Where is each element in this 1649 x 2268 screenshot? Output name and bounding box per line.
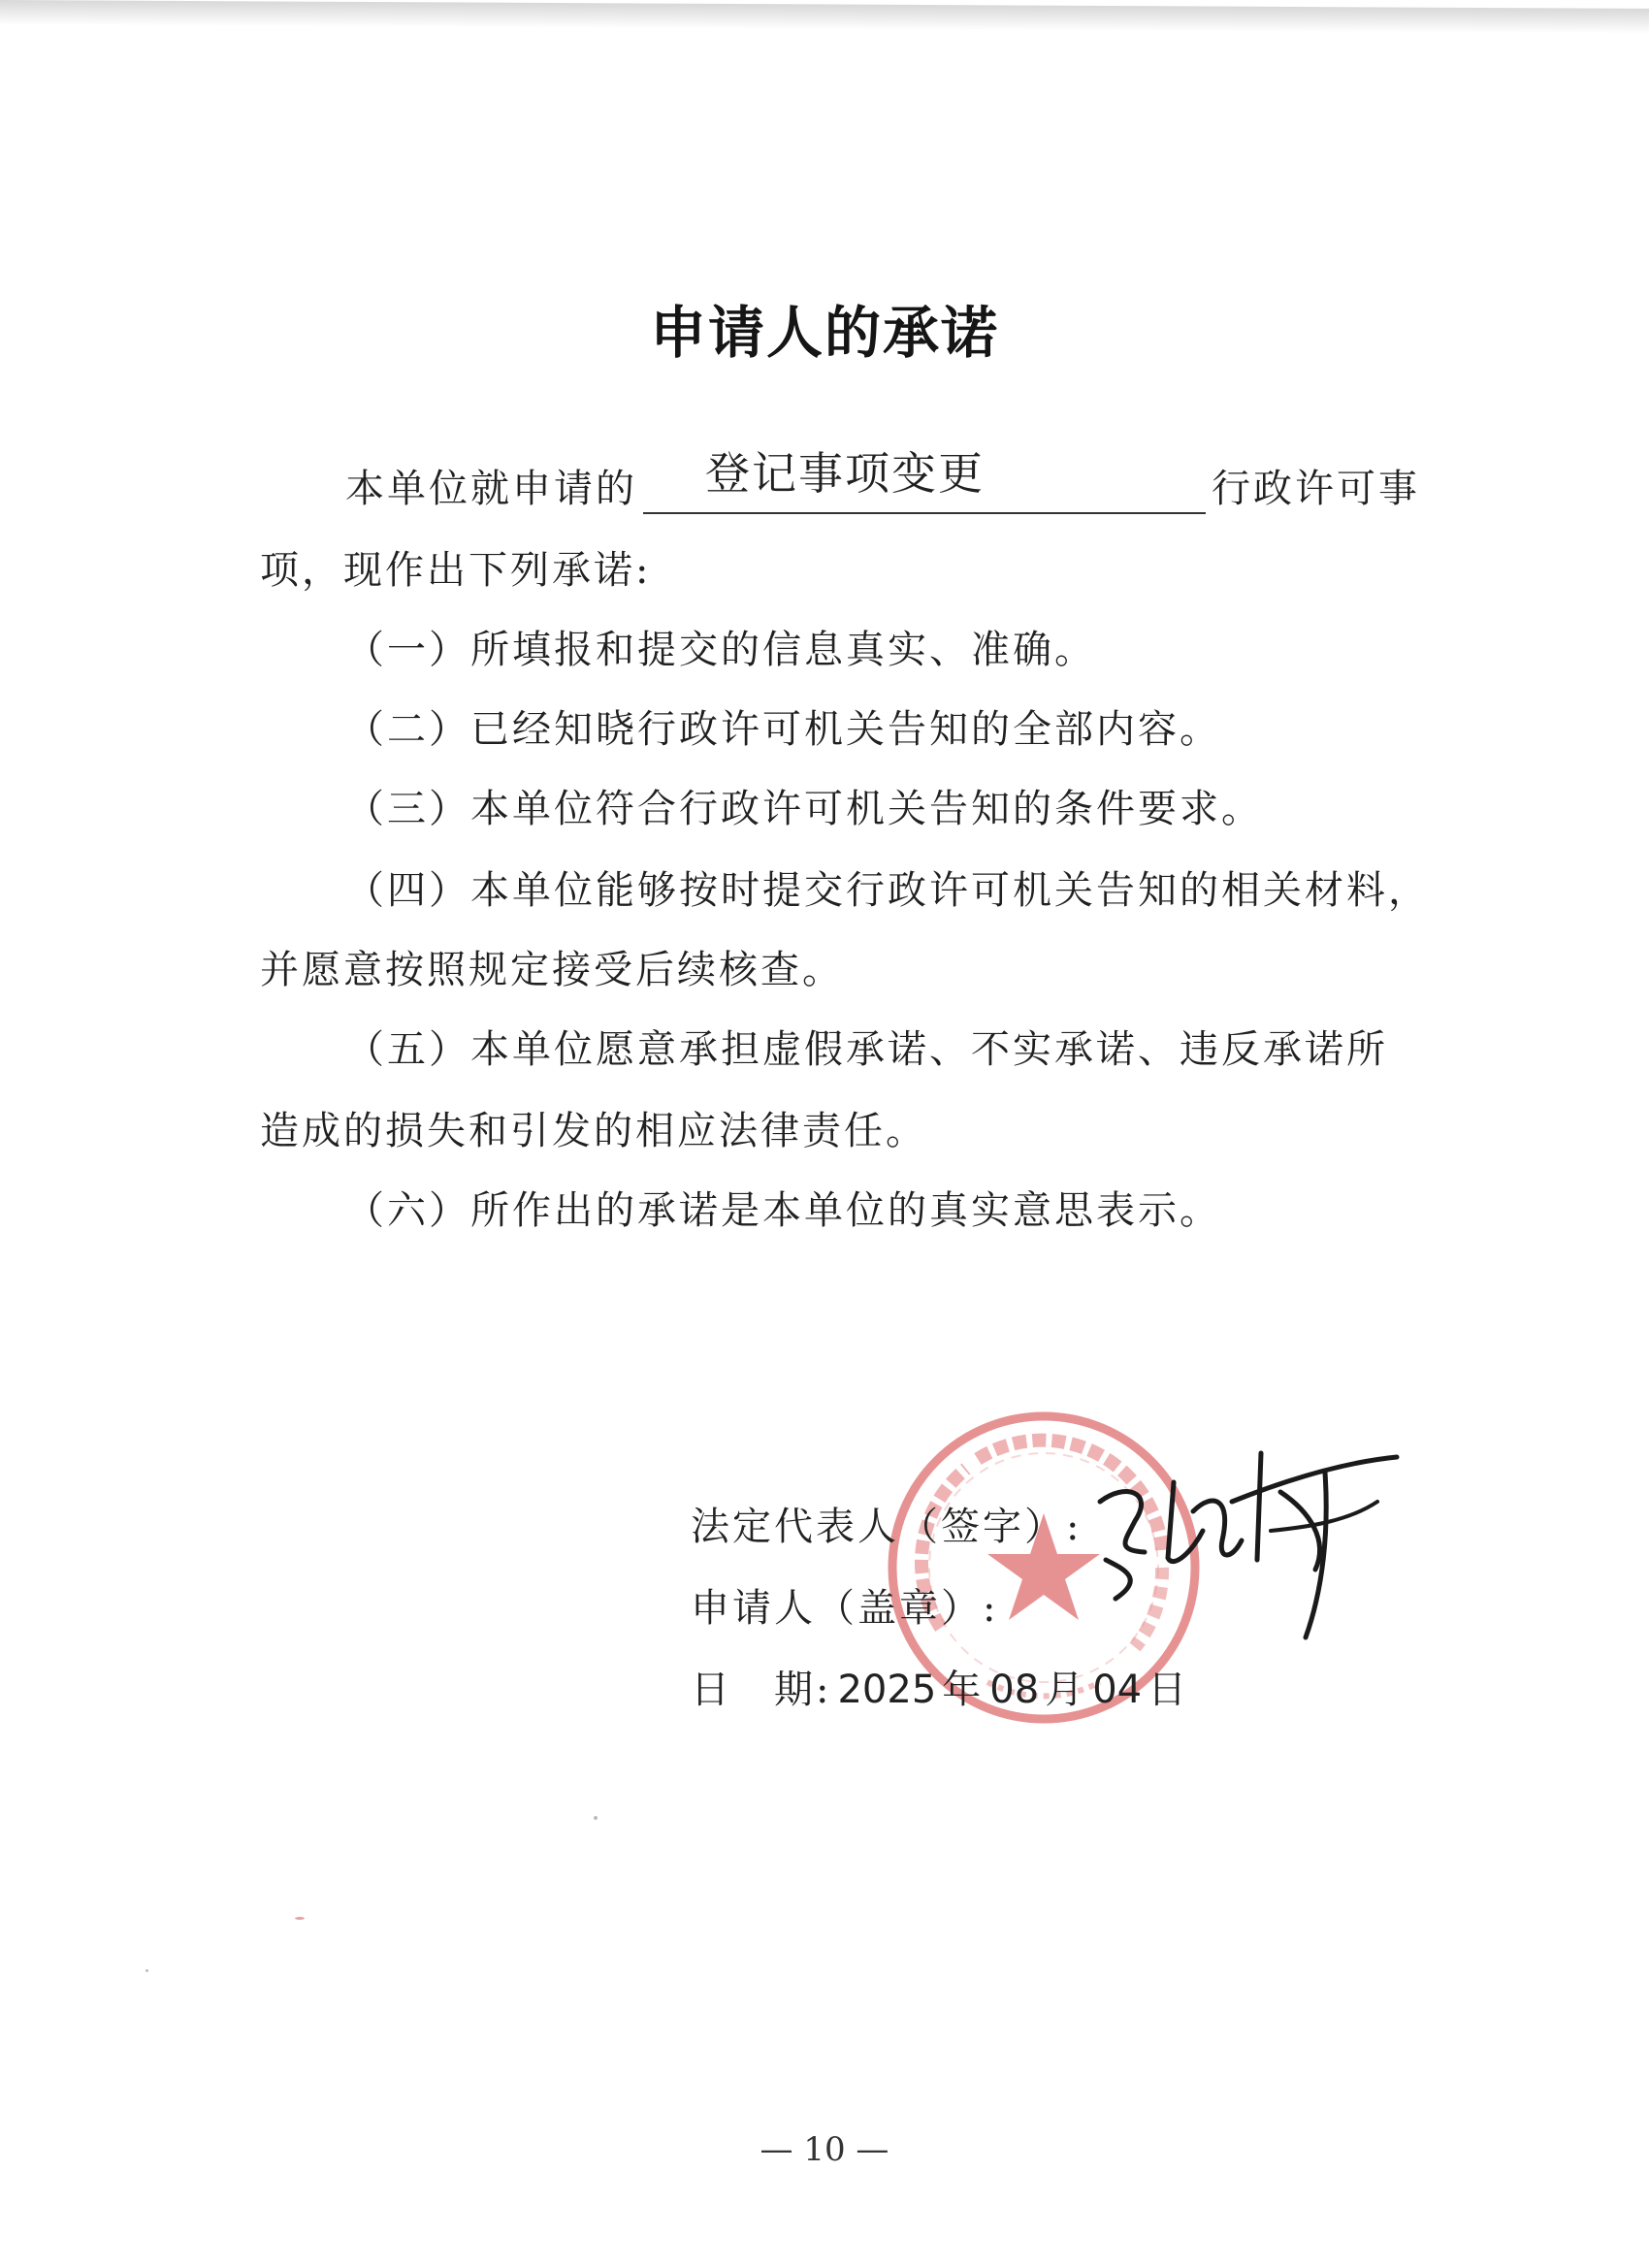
commitment-1: （一）所填报和提交的信息真实、准确。 [345,628,1096,672]
commitment-5-line-2: 造成的损失和引发的相应法律责任。 [260,1109,927,1153]
intro-suffix: 行政许可事 [1212,467,1420,511]
handwritten-signature [1086,1434,1416,1647]
commitment-3: （三）本单位符合行政许可机关告知的条件要求。 [345,787,1263,831]
scan-edge-shadow [0,0,1649,34]
scan-speck [295,1917,305,1920]
intro-prefix: 本单位就申请的 [345,467,637,511]
commitment-4-line-1: （四）本单位能够按时提交行政许可机关告知的相关材料， [345,868,1430,913]
filled-blank [643,447,1206,514]
scan-speck [594,1816,598,1820]
day-unit: 日 [1148,1668,1190,1712]
page-title: 申请人的承诺 [649,300,999,366]
commitment-5-line-1: （五）本单位愿意承担虚假承诺、不实承诺、违反承诺所 [345,1027,1388,1072]
scan-speck [146,1969,148,1972]
intro-line-1 [345,447,1420,514]
page-number: — 10 — [760,2130,889,2169]
filled-item-text: 登记事项变更 [705,447,985,500]
commitment-4-line-2: 并愿意按照规定接受后续核查。 [260,948,844,992]
date-month: 08 [989,1668,1040,1712]
year-unit: 年 [942,1668,985,1712]
commitment-6: （六）所作出的承诺是本单位的真实意思表示。 [345,1188,1221,1233]
month-unit: 月 [1045,1668,1087,1712]
intro-line-2: 项，现作出下列承诺: [260,548,652,593]
legal-representative-label: 法定代表人（签字）: [691,1505,1083,1549]
date-year: 2025 [837,1668,937,1712]
date-line [691,1667,1189,1713]
applicant-seal-label: 申请人（盖章）: [691,1586,999,1631]
date-label: 日 期: [691,1668,832,1712]
commitment-2: （二）已经知晓行政许可机关告知的全部内容。 [345,707,1221,752]
date-day: 04 [1092,1668,1143,1712]
